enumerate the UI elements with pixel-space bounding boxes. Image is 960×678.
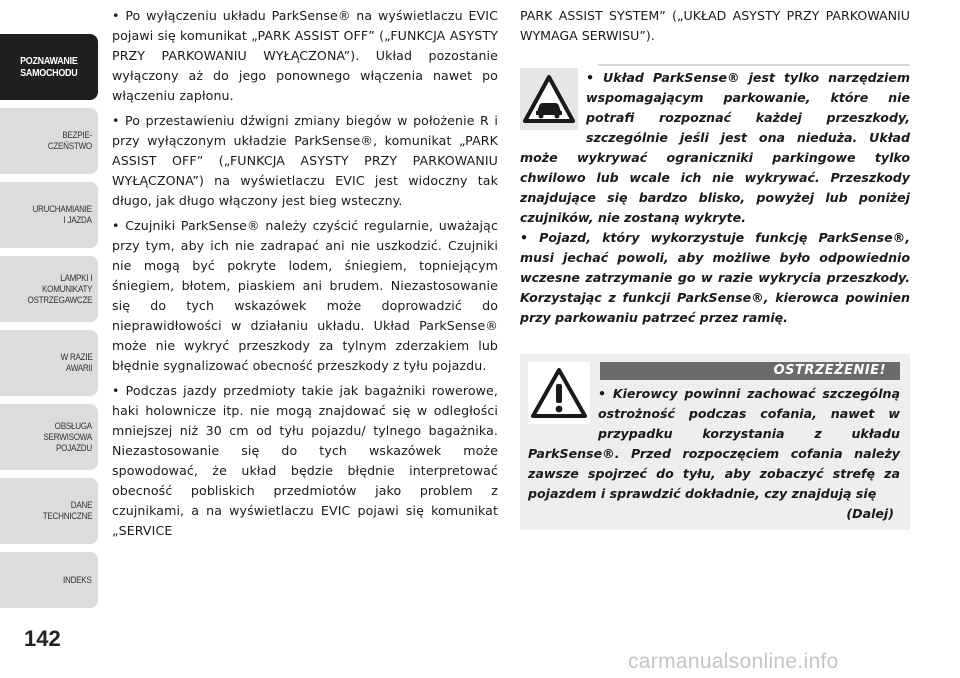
warning-title: OSTRZEŻENIE! [600, 362, 900, 380]
paragraph: • Czujniki ParkSense® należy czyścić regularnie, uważając przy tym, aby ich nie zadrapać ani nie uszkodzić. Czujniki nie mogą być pokryte lodem, śniegiem, topniejącym śniegiem, błotem, piaskiem ani brudem. Niezastosowanie się do tych wskazówek może doprowadzić do nieprawidłowości w działaniu układu. Układ ParkSense® może nie wykryć przeszkody za tylnym zderzakiem lub błędnie sygnalizować obecność przeszkody z tyłu pojazdu. [112, 218, 498, 373]
sidebar-tab-label: POZNAWANIE SAMOCHODU [20, 55, 78, 79]
sidebar-tab-label: OBSŁUGA SERWISOWA POJAZDU [43, 420, 92, 454]
divider [598, 64, 910, 66]
paragraph: PARK ASSIST SYSTEM” („UKŁAD ASYSTY PRZY PARKOWANIU WYMAGA SERWISU”). [520, 8, 910, 43]
caution-text: • Układ ParkSense® jest tylko narzędziem wspomagającym parkowanie, które nie potrafi rozpoznać każdej przeszkody, szczególnie jeśli jest ona nieduża. Układ może wykrywać ograniczniki parkingowe tylko chwilowo lub wcale ich nie wykrywać. Przeszkody znajdujące się bardzo blisko, powyżej lub poniżej czujników, nie zostaną wykryte. [520, 70, 910, 225]
exclamation-warning-icon [530, 367, 588, 419]
car-warning-icon [523, 74, 575, 124]
warning-text: • Kierowcy powinni zachować szczególną ostrożność podczas cofania, nawet w przypadku korzystania z układu ParkSense®. Przed rozpoczęciem cofania należy zawsze spojrzeć do tyłu, aby zobaczyć strefę za pojazdem i sprawdzić dokładnie, czy znajdują się [528, 386, 900, 501]
sidebar-tab-label: INDEKS [63, 574, 92, 586]
sidebar-tab-label: LAMPKI I KOMUNIKATY OSTRZEGAWCZE [27, 272, 92, 306]
watermark: carmanualsonline.info [628, 650, 839, 673]
sidebar-tab-lampki[interactable] [0, 256, 98, 322]
sidebar-tab-w-razie-awarii[interactable] [0, 330, 98, 396]
sidebar-tab-label: BEZPIE- CZEŃSTWO [47, 130, 92, 152]
caution-box [520, 68, 910, 328]
caution-icon-box [520, 68, 578, 130]
sidebar-tab-label: DANE TECHNICZNE [42, 500, 92, 522]
right-text-column [520, 6, 910, 530]
caution-text: • Pojazd, który wykorzystuje funkcję ParkSense®, musi jechać powoli, aby możliwe było odpowiednio wczesne zatrzymanie go w razie wykrycia przeszkody. Korzystając z funkcji ParkSense®, kierowca powinien przy parkowaniu patrzeć przez ramię. [520, 230, 910, 325]
paragraph: • Po przestawieniu dźwigni zmiany biegów w położenie R i przy wyłączonym układzie ParkSense®, komunikat „PARK ASSIST OFF” („FUNKCJA ASYSTY PRZY PARKOWANIU WYŁĄCZONA”) na wyświetlaczu EVIC jest widoczny tak długo, jak długo włączony jest bieg wsteczny. [112, 113, 498, 208]
sidebar-tab-poznawanie[interactable] [0, 34, 98, 100]
left-text-column [112, 6, 498, 546]
sidebar-tab-uruchamianie[interactable] [0, 182, 98, 248]
sidebar-tab-label: URUCHAMIANIE I JAZDA [32, 204, 92, 226]
sidebar-tab-obsluga[interactable] [0, 404, 98, 470]
sidebar-tab-bezpieczenstwo[interactable] [0, 108, 98, 174]
warning-box [520, 354, 910, 530]
sidebar-tab-dane-techniczne[interactable] [0, 478, 98, 544]
paragraph: • Po wyłączeniu układu ParkSense® na wyświetlaczu EVIC pojawi się komunikat „PARK ASSIST OFF” („FUNKCJA ASYSTY PRZY PARKOWANIU WYŁĄCZONA”). Układ pozostanie wyłączony aż do jego ponownego włączenia nawet po włączeniu zapłonu. [112, 8, 498, 103]
paragraph: • Podczas jazdy przedmioty takie jak bagażniki rowerowe, haki holownicze itp. nie mogą znajdować się w odległości mniejszej niż 30 cm od tyłu pojazdu/ tylnego bagażnika. Niezastosowanie się do tych wskazówek może spowodować, że układ będzie błędnie interpretować obecność pobliskich przedmiotów jako problem z czujnikami, a na wyświetlaczu EVIC pojawi się komunikat „SERVICE [112, 383, 498, 538]
chapter-sidebar [0, 0, 100, 678]
continued-label: (Dalej) [846, 506, 894, 521]
page-number: 142 [24, 626, 61, 651]
sidebar-tab-indeks[interactable] [0, 552, 98, 608]
warning-icon-box [528, 362, 590, 424]
sidebar-tab-label: W RAZIE AWARII [60, 352, 92, 374]
